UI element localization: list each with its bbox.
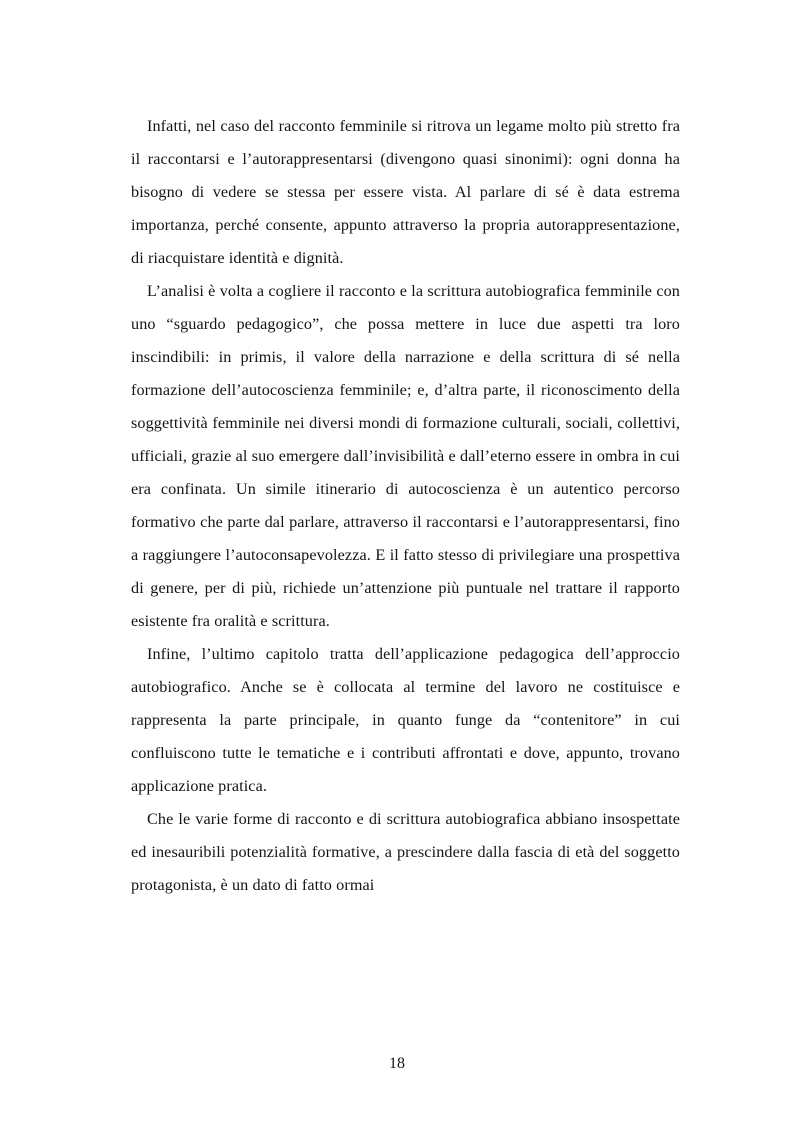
page-number: 18: [389, 1055, 405, 1072]
paragraph: Che le varie forme di racconto e di scrittura autobiografica abbiano insospettate ed inesauribili potenzialità formative, a prescindere dalla fascia di età del soggetto protagonista, è un dato di fatto ormai: [131, 810, 680, 894]
paragraph: Infine, l’ultimo capitolo tratta dell’applicazione pedagogica dell’approccio autobiografico. Anche se è collocata al termine del lavoro ne costituisce e rappresenta la parte principale, in quanto funge da “contenitore” in cui confluiscono tutte le tematiche e i contributi affrontati e dove, appunto, trovano applicazione pratica.: [131, 645, 680, 795]
paragraph: Infatti, nel caso del racconto femminile si ritrova un legame molto più stretto fra il raccontarsi e l’autorappresentarsi (divengono quasi sinonimi): ogni donna ha bisogno di vedere se stessa per essere vista. Al parlare di sé è data estrema importanza, perché consente, appunto attraverso la propria autorappresentazione, di riacquistare identità e dignità.: [131, 117, 680, 267]
paragraph: L’analisi è volta a cogliere il racconto e la scrittura autobiografica femminile con uno “sguardo pedagogico”, che possa mettere in luce due aspetti tra loro inscindibili: in primis, il valore della narrazione e della scrittura di sé nella formazione dell’autocoscienza femminile; e, d’altra parte, il riconoscimento della soggettività femminile nei diversi mondi di formazione culturali, sociali, collettivi, ufficiali, grazie al suo emergere dall’invisibilità e dall’eterno essere in ombra in cui era confinata. Un simile itinerario di autocoscienza è un autentico percorso formativo che parte dal parlare, attraverso il raccontarsi e l’autorappresentarsi, fino a raggiungere l’autoconsapevolezza. E il fatto stesso di privilegiare una prospettiva di genere, per di più, richiede un’attenzione più puntuale nel trattare il rapporto esistente fra oralità e scrittura.: [131, 282, 680, 630]
body-text: [131, 110, 680, 902]
